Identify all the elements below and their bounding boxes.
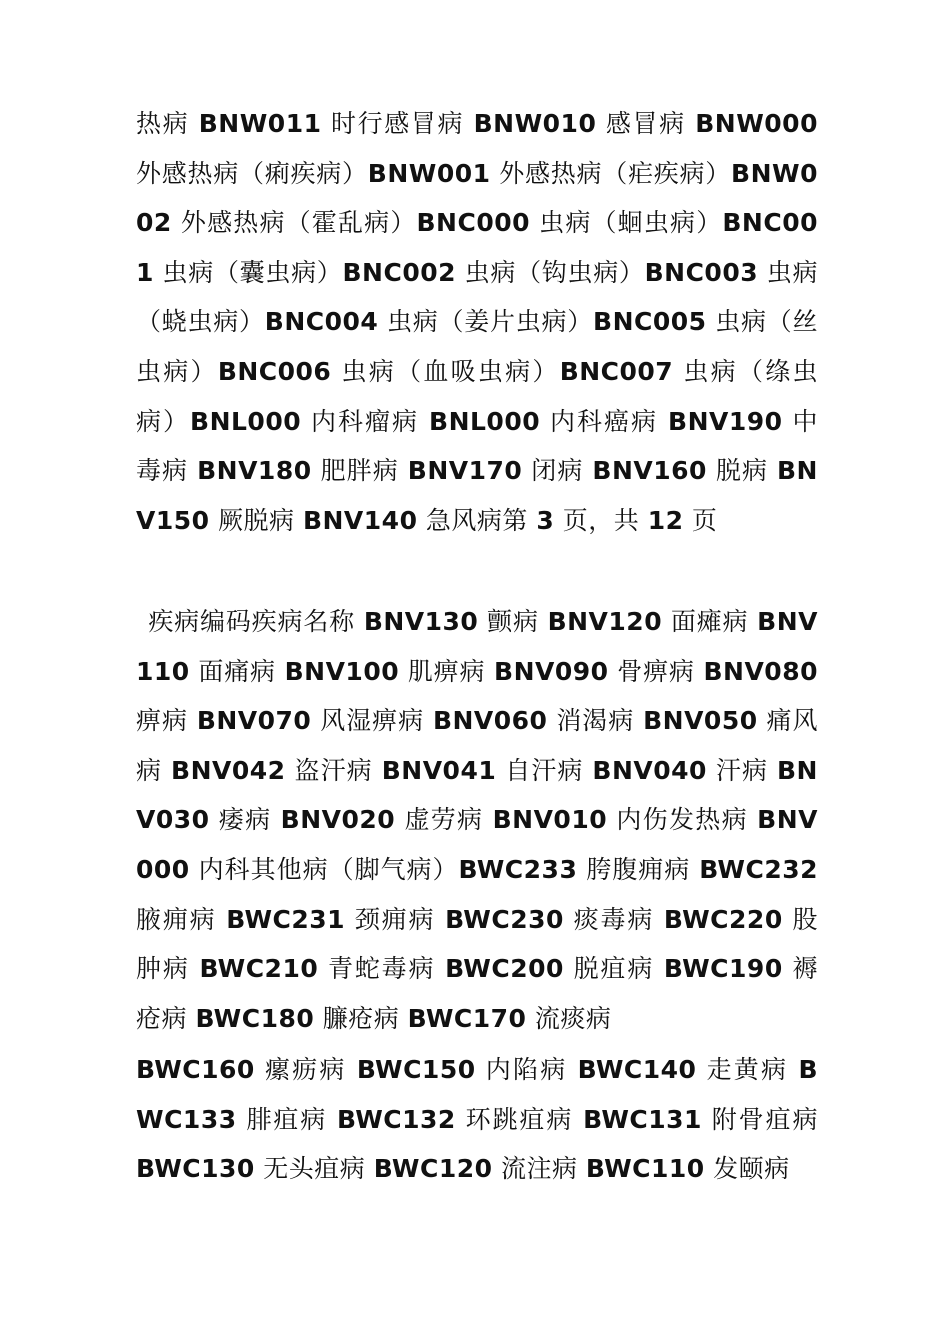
code-text: BNV140 <box>302 505 418 535</box>
code-text: BNV170 <box>407 456 523 486</box>
code-text: BNV050 <box>643 706 758 736</box>
code-text: BWC140 <box>577 1055 697 1084</box>
code-text: BNV110 <box>136 607 818 686</box>
code-text: BWC190 <box>663 954 783 984</box>
code-text: BNL000 <box>190 406 302 436</box>
code-text: BNC001 <box>136 208 818 287</box>
code-text: BWC131 <box>583 1104 702 1134</box>
code-text: BWC230 <box>445 904 564 934</box>
code-text: BWC150 <box>356 1055 476 1084</box>
code-text: BNV030 <box>136 755 818 835</box>
code-text: BWC130 <box>136 1154 255 1184</box>
code-text: BNW001 <box>367 158 491 188</box>
code-text: BNC000 <box>416 208 531 238</box>
code-text: BNW010 <box>473 109 597 138</box>
code-text: BNV180 <box>197 456 312 486</box>
paragraph-1 <box>136 99 818 545</box>
code-text: BNW002 <box>136 158 818 238</box>
code-text: 3 <box>536 505 555 535</box>
code-text: BNC003 <box>644 257 759 287</box>
code-text: BNC006 <box>217 356 332 386</box>
code-text: BNV120 <box>547 607 663 636</box>
code-text: BWC200 <box>445 954 564 984</box>
code-text: BNW011 <box>198 109 322 138</box>
code-text: BWC160 <box>136 1055 255 1084</box>
code-text: BNV010 <box>492 805 608 835</box>
code-text: BNV070 <box>196 706 312 736</box>
code-text: BNV160 <box>592 456 707 486</box>
code-text: BNV190 <box>668 406 783 436</box>
code-text: BWC110 <box>585 1154 705 1184</box>
code-text: BNV020 <box>280 805 396 835</box>
paragraph-2 <box>136 597 818 1043</box>
code-text: BWC231 <box>226 904 346 934</box>
paragraph-3 <box>136 1045 818 1194</box>
code-text: BNC007 <box>559 356 674 386</box>
code-text: BNV041 <box>381 755 497 785</box>
code-text: BNL000 <box>429 406 541 436</box>
code-text: BWC180 <box>195 1003 315 1033</box>
code-text: BWC170 <box>407 1003 527 1033</box>
code-text: BNV060 <box>432 706 548 736</box>
code-text: BWC232 <box>699 854 818 884</box>
code-text: BWC220 <box>663 904 783 934</box>
code-text: BNV042 <box>171 755 286 785</box>
paragraph-2-text: 疾病编码疾病名称 BNV130 颤病 BNV120 面瘫病 BNV110 面痛病 BNV100 肌痹病 BNV090 骨痹病 BNV080 痹病 BNV070 风湿痹病 BNV060 消渴病 BNV050 痛风病 BNV042 盗汗病 BNV041 自汗病 BNV040 汗病 BNV030 痿病 BNV020 虚劳病 BNV010 内伤发热病 BNV000 内科其他病（脚气病）BWC233 胯腹痈病 BWC232 腋痈病 BWC231 颈痈病 BWC230 痰毒病 BWC220 股肿病 BWC210 青蛇毒病 BWC200 脱疽病 BWC190 褥疮病 BWC180 臁疮病 BWC170 流痰病 <box>136 607 818 1033</box>
code-text: 12 <box>647 505 684 535</box>
code-text: BWC133 <box>136 1055 818 1134</box>
code-text: BNV040 <box>592 755 707 785</box>
paragraph-3-text: BWC160 瘰疬病 BWC150 内陷病 BWC140 走黄病 BWC133 腓疽病 BWC132 环跳疽病 BWC131 附骨疽病 BWC130 无头疽病 BWC120 流注病 BWC110 发颐病 <box>136 1055 818 1184</box>
code-text: BNC002 <box>342 257 457 287</box>
code-text: BWC132 <box>337 1104 456 1134</box>
paragraph-1-text: 热病 BNW011 时行感冒病 BNW010 感冒病 BNW000 外感热病（痢疾病）BNW001 外感热病（疟疾病）BNW002 外感热病（霍乱病）BNC000 虫病（蛔虫病）BNC001 虫病（囊虫病）BNC002 虫病（钩虫病）BNC003 虫病（蛲虫病）BNC004 虫病（姜片虫病）BNC005 虫病（丝虫病）BNC006 虫病（血吸虫病）BNC007 虫病（绦虫病）BNL000 内科瘤病 BNL000 内科癌病 BNV190 中毒病 BNV180 肥胖病 BNV170 闭病 BNV160 脱病 BNV150 厥脱病 BNV140 急风病第 3 页，共 12 页 <box>136 109 818 535</box>
code-text: BNC005 <box>593 307 707 337</box>
code-text: BNV080 <box>703 656 818 686</box>
code-text: BNV090 <box>494 656 609 686</box>
code-text: BWC120 <box>373 1154 493 1184</box>
code-text: BNV130 <box>363 607 479 636</box>
code-text: BNW000 <box>695 109 818 138</box>
code-text: BNC004 <box>264 307 379 337</box>
code-text: BNV100 <box>284 656 400 686</box>
code-text: BWC233 <box>458 854 578 884</box>
code-text: BNV000 <box>136 805 818 884</box>
code-text: BNV150 <box>136 456 818 535</box>
code-text: BWC210 <box>199 954 319 984</box>
